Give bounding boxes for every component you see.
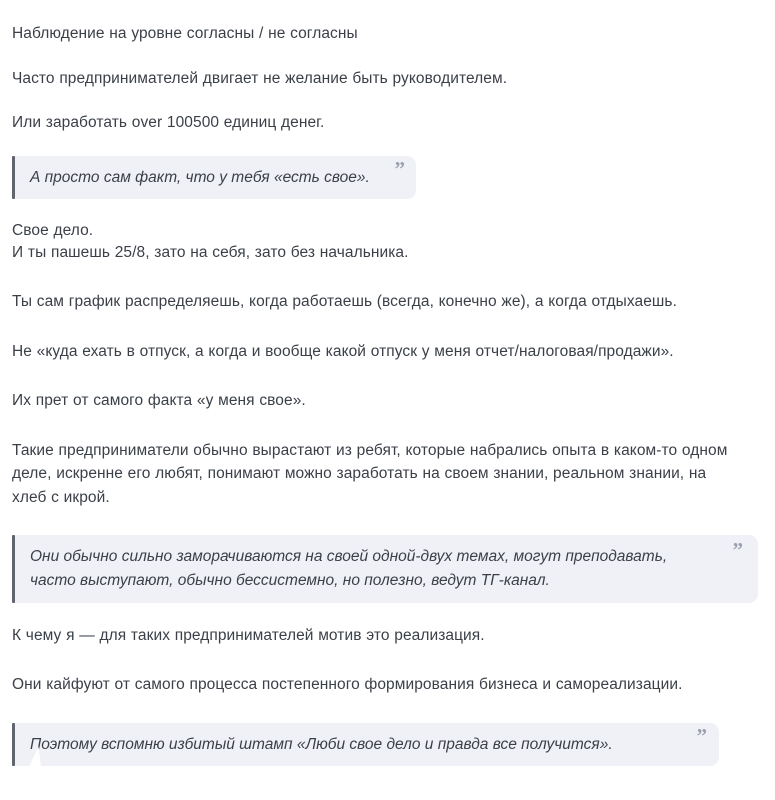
blockquote-text: А просто сам факт, что у тебя «есть свое». [30,168,370,186]
blockquote-love-your-work [12,723,719,767]
paragraph-self-realization-motive: К чему я — для таких предпринимателей мотив это реализация. [12,626,485,644]
paragraph-observation: Наблюдение на уровне согласны / не согласны [12,25,358,42]
quote-mark-icon: ” [732,538,742,563]
blockquote-text: Поэтому вспомню избитый штамп «Люби свое дело и правда все получится». [30,735,613,753]
blockquote-own-thing [12,156,416,200]
paragraph-own-business-line-2: И ты пашешь 25/8, зато на себя, зато без начальника. [12,244,409,262]
quote-mark-icon: ” [696,723,706,748]
paragraph-schedule: Ты сам график распределяешь, когда работаешь (всегда, конечно же), а когда отдыхаешь. [12,293,677,311]
paragraph-motivation: Часто предпринимателей двигает не желание быть руководителем. [12,69,508,87]
paragraph-earn-money: Или заработать over 100500 единиц денег. [12,114,325,132]
paragraph-experience: Такие предприниматели обычно вырастают из ребят, которые набрались опыта в каком-то одном деле, искренне его любят, понимают можно заработать на своем знании, реальном знании, на хлеб с икрой. [12,441,728,506]
paragraph-enjoy-process: Они кайфуют от самого процесса постепенного формирования бизнеса и самореализации. [12,676,683,694]
paragraph-vacation: Не «куда ехать в отпуск, а когда и вообще какой отпуск у меня отчет/налоговая/продажи». [12,342,674,360]
blockquote-topics-expertise [12,535,758,602]
paragraph-pride: Их прет от самого факта «у меня свое». [12,392,306,410]
paragraph-own-business [12,220,734,264]
paragraph-own-business-line-1: Свое дело. [12,222,94,240]
quote-mark-icon: ” [394,156,404,181]
blockquote-text: Они обычно сильно заморачиваются на своей одной-двух темах, могут преподавать, часто выступают, обычно бессистемно, но полезно, ведут ТГ-канал. [30,548,668,590]
